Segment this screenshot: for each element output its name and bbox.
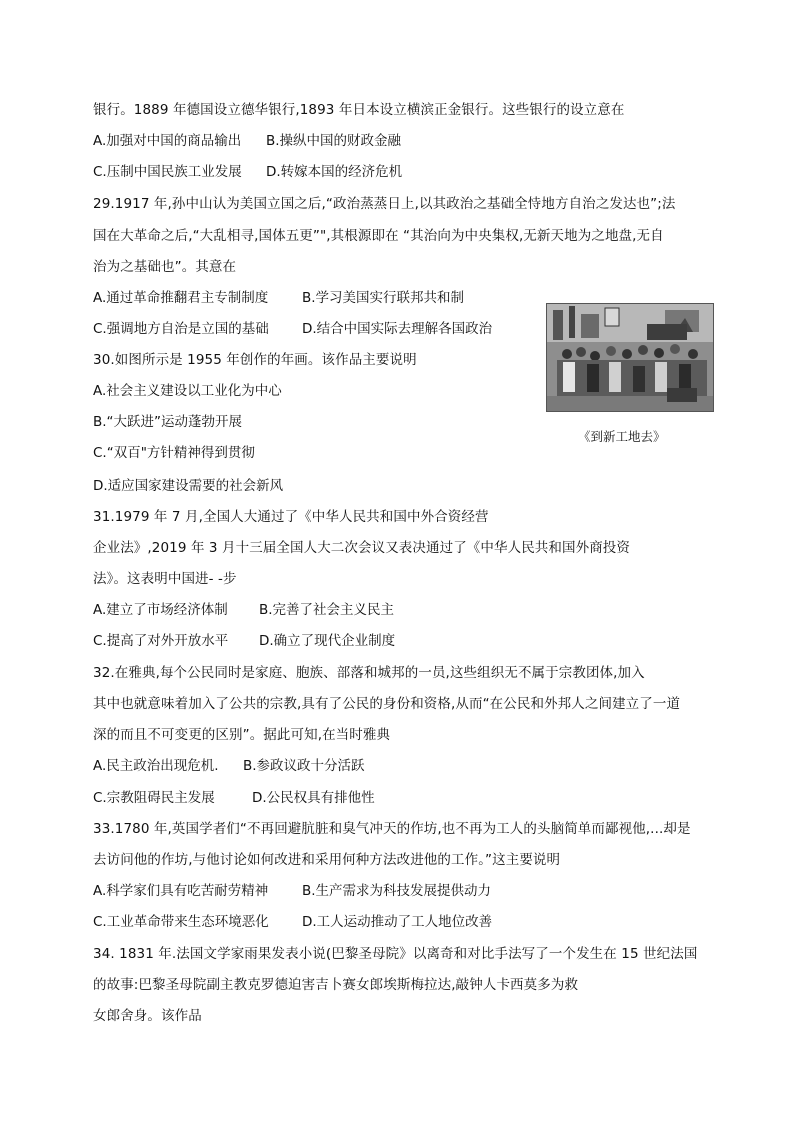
q32-stem-line-1: 32.在雅典,每个公民同时是家庭、胞族、部落和城邦的一员,这些组织无不属于宗教团体,加入 [93,665,645,681]
q29-stem-line-3: 治为之基础也”。其意在 [93,259,237,275]
q31-option-c: C.提高了对外开放水平 [93,633,229,649]
q29-option-d: D.结合中国实际去理解各国政治 [302,321,493,337]
q30-option-c: C.“双百"方针精神得到贯彻 [93,445,255,461]
q33-option-b: B.生产需求为科技发展提供动力 [302,883,492,899]
q29-option-c: C.强调地方自治是立国的基础 [93,321,269,337]
q34-stem-line-2: 的故事:巴黎圣母院副主教克罗德迫害吉卜赛女郎埃斯梅拉达,敲钟人卡西莫多为救 [93,977,579,993]
q30-option-d: D.适应国家建设需要的社会新风 [93,478,284,494]
q30-option-b: B.“大跃进”运动蓬勃开展 [93,414,243,430]
q31-option-a: A.建立了市场经济体制 [93,602,228,618]
q28-option-b: B.操纵中国的财政金融 [266,133,402,149]
q33-option-d: D.工人运动推动了工人地位改善 [302,914,493,930]
q34-stem-line-3: 女郎舍身。该作品 [93,1008,202,1024]
q31-option-b: B.完善了社会主义民主 [259,602,395,618]
q33-option-a: A.科学家们具有吃苦耐劳精神 [93,883,269,899]
q28-option-a: A.加强对中国的商品输出 [93,133,242,149]
q32-stem-line-2: 其中也就意味着加入了公共的宗教,具有了公民的身份和资格,从而“在公民和外邦人之间建立了一道 [93,696,681,712]
q31-stem-line-1: 31.1979 年 7 月,全国人大通过了《中华人民共和国中外合资经营 [93,509,489,525]
q33-stem-line-2: 去访问他的作坊,与他讨论如何改进和采用何种方法改进他的工作。”这主要说明 [93,852,561,868]
painting-caption: 《到新工地去》 [578,429,666,444]
new-year-painting-image [546,303,714,412]
q33-option-c: C.工业革命带来生态环境恶化 [93,914,269,930]
q32-option-d: D.公民权具有排他性 [252,790,375,806]
q34-stem-line-1: 34. 1831 年.法国文学家雨果发表小说(巴黎圣母院》以离奇和对比手法写了一个发生在 15 世纪法国 [93,946,698,962]
q30-option-a: A.社会主义建设以工业化为中心 [93,383,282,399]
q28-stem-line: 银行。1889 年德国设立德华银行,1893 年日本设立横滨正金银行。这些银行的设立意在 [93,102,625,118]
q28-option-d: D.转嫁本国的经济危机 [266,164,403,180]
q32-option-c: C.宗教阻碍民主发展 [93,790,215,806]
q31-stem-line-2: 企业法》,2019 年 3 月十三届全国人大二次会议又表决通过了《中华人民共和国外商投资 [93,540,631,556]
q32-option-a: A.民主政治出现危机. [93,758,219,774]
q29-stem-line-1: 29.1917 年,孙中山认为美国立国之后,“政治蒸蒸日上,以其政治之基础全恃地方自治之发达也”;法 [93,196,676,212]
q28-option-c: C.压制中国民族工业发展 [93,164,242,180]
q31-stem-line-3: 法》。这表明中国进- -步 [93,571,237,587]
q33-stem-line-1: 33.1780 年,英国学者们“不再回避肮脏和臭气冲天的作坊,也不再为工人的头脑简单而鄙视他,...却是 [93,821,691,837]
q31-option-d: D.确立了现代企业制度 [259,633,396,649]
q29-stem-line-2: 国在大革命之后,“大乱相寻,国体五更”",其根源即在 “其治向为中央集权,无新天地为之地盘,无自 [93,228,664,244]
q32-option-b: B.参政议政十分活跃 [243,758,365,774]
q29-option-b: B.学习美国实行联邦共和制 [302,290,465,306]
q30-stem: 30.如图所示是 1955 年创作的年画。该作品主要说明 [93,352,417,368]
q32-stem-line-3: 深的而且不可变更的区别”。据此可知,在当时雅典 [93,727,391,743]
painting-illustration [547,304,713,411]
q29-option-a: A.通过革命推翻君主专制制度 [93,290,269,306]
